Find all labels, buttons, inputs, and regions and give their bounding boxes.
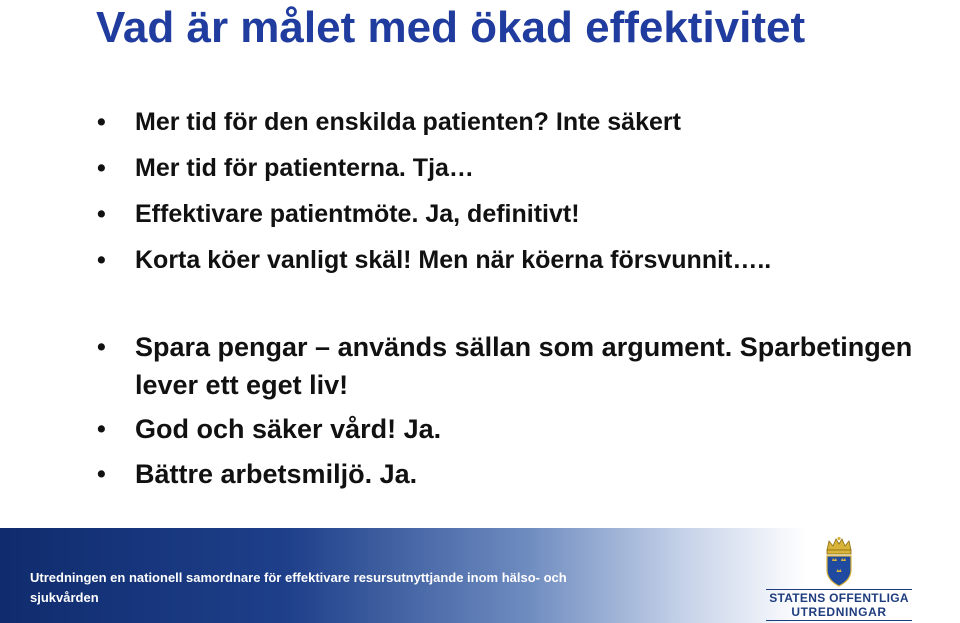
crown-shield-icon — [822, 536, 856, 588]
bullet-text: Effektivare patientmöte. Ja, definitivt! — [135, 200, 580, 228]
bullet-item — [97, 328, 915, 404]
bullet-item — [97, 410, 915, 448]
bullet-text: God och säker vård! Ja. — [135, 414, 442, 444]
bullet-glyph: • — [97, 200, 106, 228]
footer-band — [0, 528, 960, 623]
bullet-glyph: • — [97, 333, 106, 361]
bullet-item — [97, 455, 915, 493]
footer-text: Utredningen en nationell samordnare för effektivare resursutnyttjande inom hälso- och sjukvården — [30, 570, 567, 605]
bullet-item — [97, 199, 915, 229]
bullet-text: Korta köer vanligt skäl! Men när köerna försvunnit….. — [135, 246, 772, 274]
bullet-item — [97, 245, 915, 275]
bullet-text: Bättre arbetsmiljö. Ja. — [135, 459, 418, 489]
bullet-item — [97, 107, 915, 137]
sou-logo — [766, 536, 912, 622]
bullet-glyph: • — [97, 154, 106, 182]
bullet-glyph: • — [97, 108, 106, 136]
logo-text-line-1: STATENS OFFENTLIGA — [769, 591, 909, 605]
slide-title: Vad är målet med ökad effektivitet — [96, 3, 806, 52]
logo-text-line-2: UTREDNINGAR — [791, 605, 887, 619]
bullet-item — [97, 153, 915, 183]
logo-divider — [766, 620, 912, 621]
bullet-text: Mer tid för den enskilda patienten? Inte säkert — [135, 108, 681, 136]
bullet-glyph: • — [97, 460, 106, 488]
logo-divider — [766, 589, 912, 590]
bullet-glyph: • — [97, 415, 106, 443]
bullet-glyph: • — [97, 246, 106, 274]
bullet-text: Mer tid för patienterna. Tja… — [135, 154, 474, 182]
bullet-text: Spara pengar – används sällan som argument. Sparbetingen lever ett eget liv! — [135, 332, 913, 400]
